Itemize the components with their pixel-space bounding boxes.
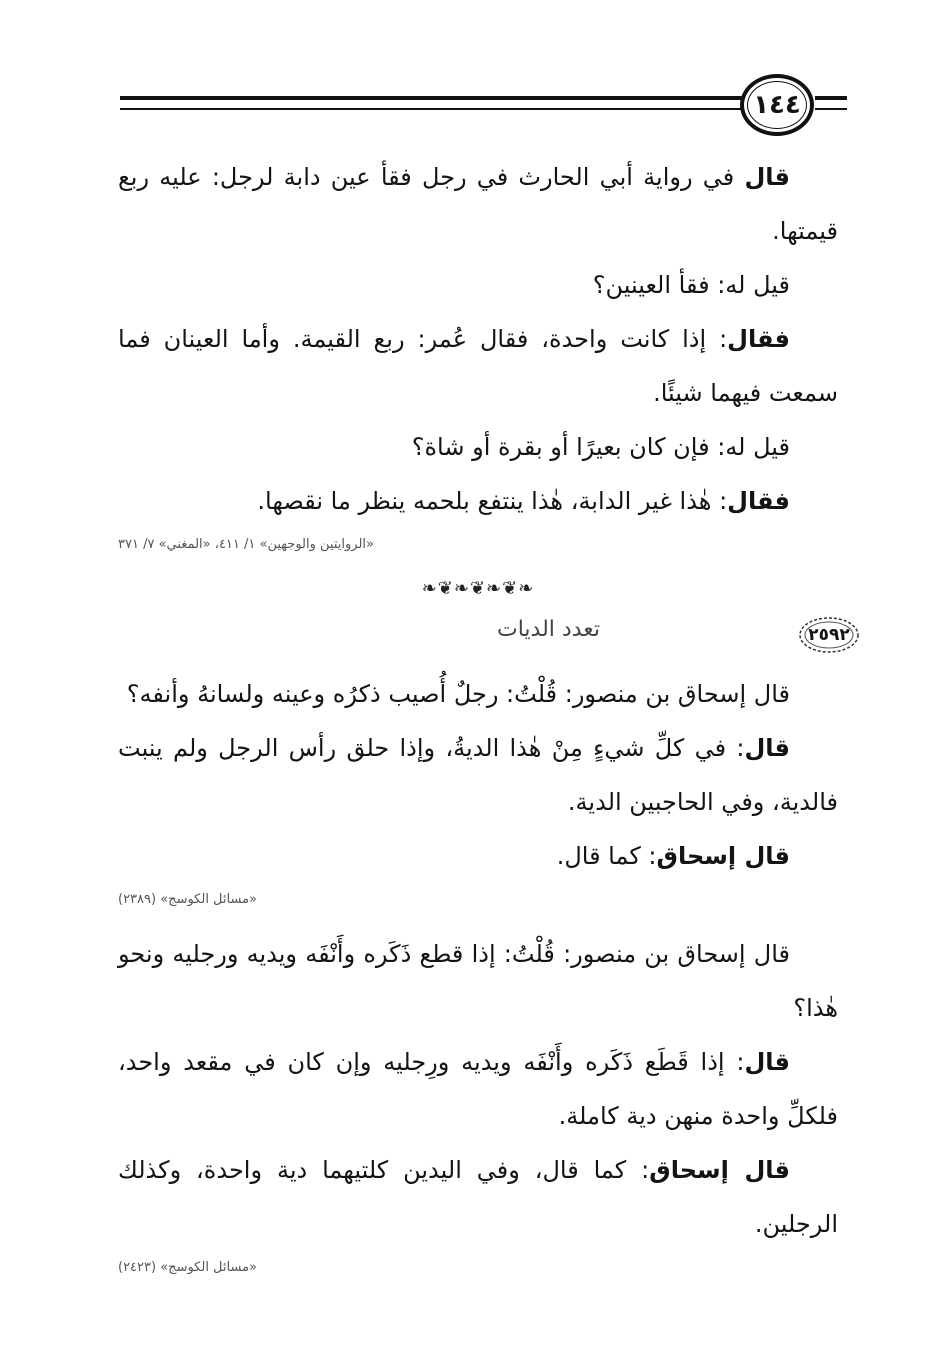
speaker-label: فقال — [727, 325, 790, 353]
speaker-label: قال — [744, 163, 790, 191]
source-reference: «الروايتين والوجهين» ١/ ٤١١، «المغني» ٧/ ٣٧١ — [118, 537, 374, 552]
speaker-label: قال إسحاق — [649, 1156, 791, 1184]
paragraph — [118, 1143, 838, 1251]
header-rule-end — [815, 96, 847, 110]
paragraph — [118, 258, 838, 312]
paragraph — [118, 420, 838, 474]
header-rule — [120, 96, 755, 110]
paragraph — [118, 150, 838, 258]
paragraph-text: : كما قال، وفي اليدين كلتيهما دية واحدة، وكذلك الرجلين. — [118, 1156, 838, 1238]
ornament-divider: ❧❦❧❦❧❦❧ — [421, 578, 535, 599]
paragraph — [118, 829, 838, 883]
section-title: تعدد الديات — [497, 617, 600, 642]
paragraph-text: : إذا قَطَع ذَكَره وأَنْفَه ويديه ورِجليه وإن كان في مقعد واحد، فلكلِّ واحدة منهن دية كاملة. — [118, 1048, 838, 1130]
paragraph — [118, 474, 838, 528]
paragraph — [118, 667, 838, 721]
issue-number-badge — [798, 615, 860, 655]
speaker-label: فقال — [727, 487, 790, 515]
paragraph — [118, 1035, 838, 1143]
paragraph-text: : في كلِّ شيءٍ مِنْ هٰذا الديةُ، وإذا حلق رأس الرجل ولم ينبت فالدية، وفي الحاجبين الدية. — [118, 734, 838, 816]
paragraph — [118, 927, 838, 1035]
issue-number: ٢٥٩٢ — [808, 625, 850, 645]
speaker-label: قال إسحاق — [656, 842, 790, 870]
paragraph-text: قال إسحاق بن منصور: قُلْتُ: رجلٌ أُصيب ذكرُه وعينه ولسانهُ وأنفه؟ — [126, 680, 790, 708]
paragraph-text: : كما قال. — [556, 842, 657, 870]
paragraph-text: قال إسحاق بن منصور: قُلْتُ: إذا قطع ذَكَره وأَنْفَه ويديه ورجليه ونحو هٰذا؟ — [118, 940, 838, 1022]
page-content — [118, 150, 850, 1281]
paragraph — [118, 312, 838, 420]
source-reference: «مسائل الكوسج» (٢٤٢٣) — [118, 1260, 257, 1275]
speaker-label: قال — [744, 734, 790, 762]
speaker-label: قال — [744, 1048, 790, 1076]
paragraph — [118, 721, 838, 829]
paragraph-text: في رواية أبي الحارث في رجل فقأ عين دابة لرجل: عليه ربع قيمتها. — [118, 163, 838, 245]
paragraph-text: : هٰذا غير الدابة، هٰذا ينتفع بلحمه ينظر ما نقصها. — [257, 487, 728, 515]
source-reference: «مسائل الكوسج» (٢٣٨٩) — [118, 892, 257, 907]
page-number-badge — [740, 74, 814, 136]
page-number: ١٤٤ — [753, 90, 801, 120]
paragraph-text: قيل له: فقأ العينين؟ — [592, 271, 790, 299]
paragraph-text: : إذا كانت واحدة، فقال عُمر: ربع القيمة. وأما العينان فما سمعت فيهما شيئًا. — [118, 325, 838, 407]
section-heading — [118, 607, 850, 665]
spacer — [118, 913, 838, 927]
paragraph-text: قيل له: فإن كان بعيرًا أو بقرة أو شاة؟ — [411, 433, 790, 461]
